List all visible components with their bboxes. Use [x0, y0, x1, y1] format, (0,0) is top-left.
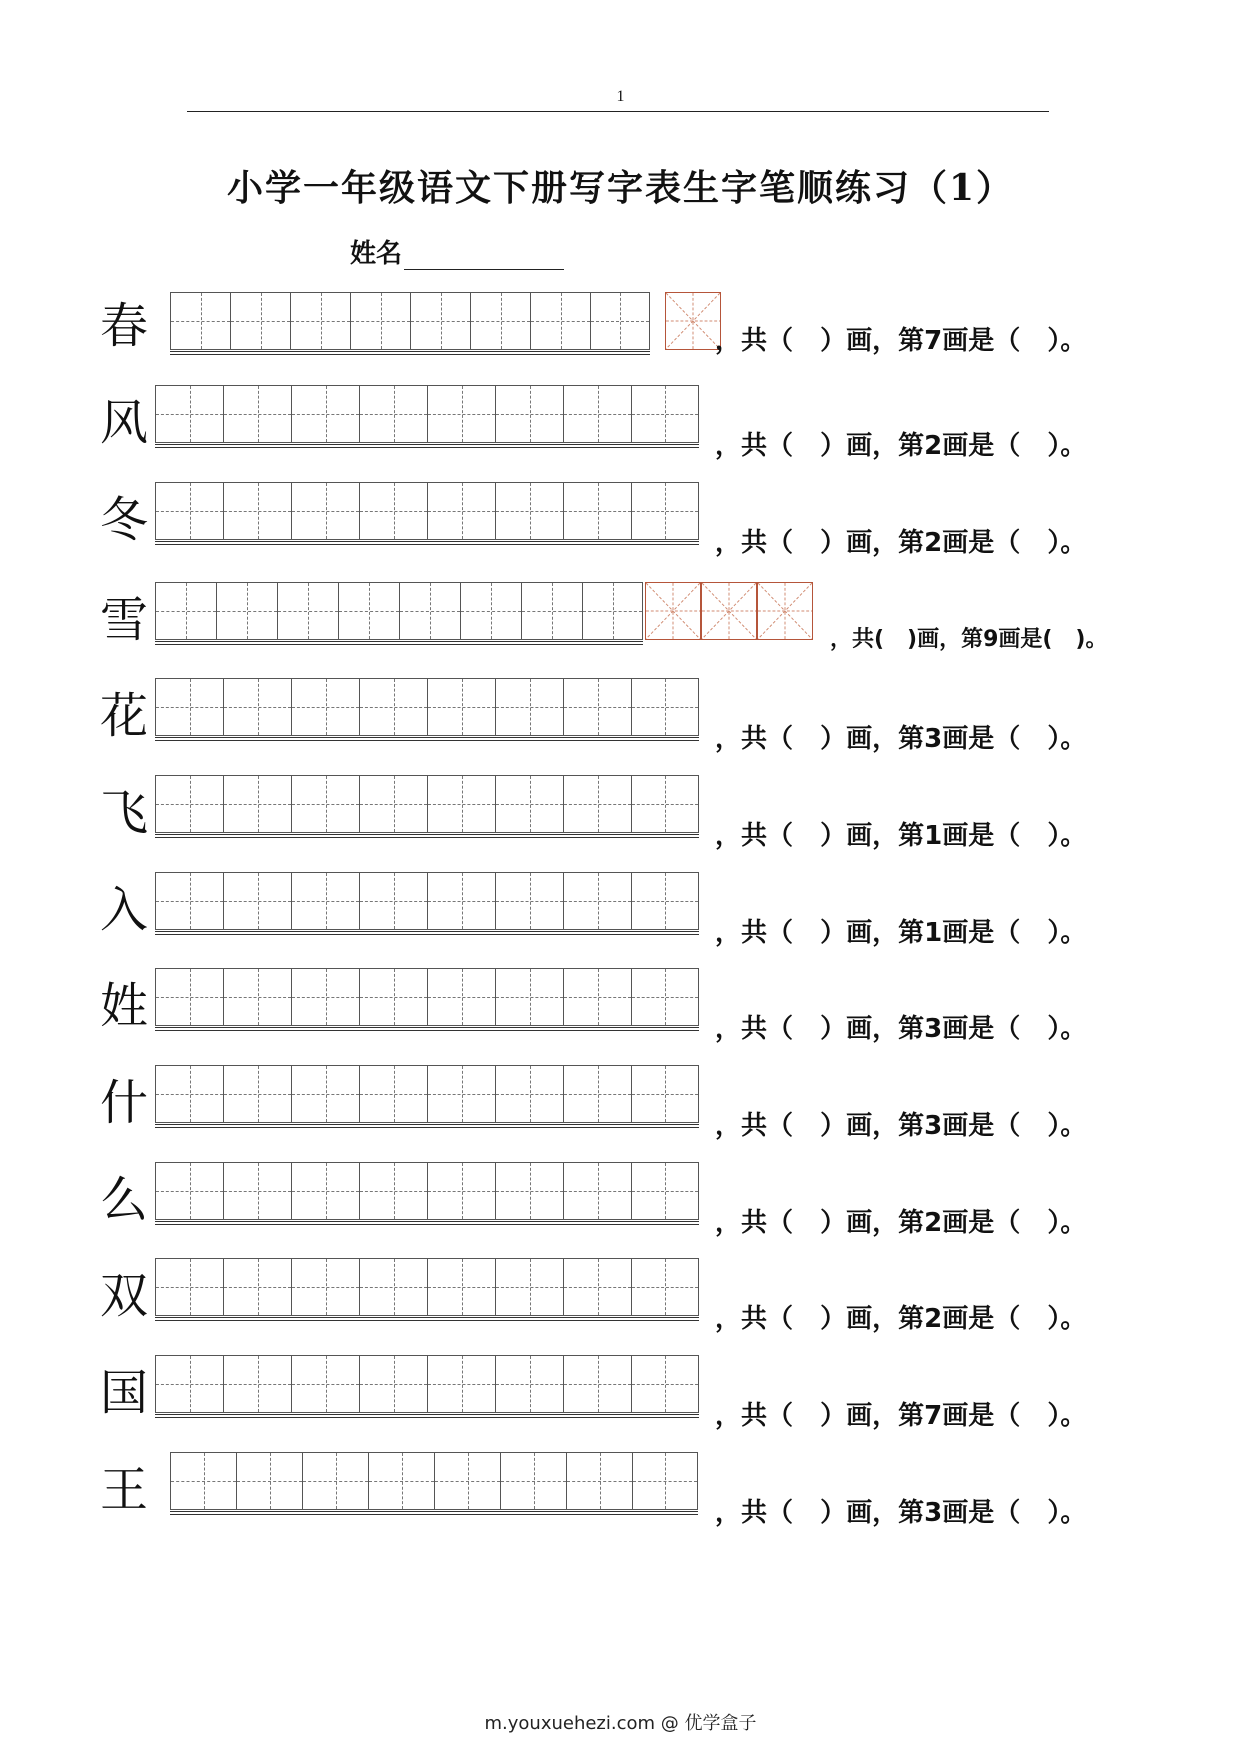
target-character: 飞	[100, 785, 149, 841]
stroke-question: ，共（ ）画，第3画是（ ）。	[715, 724, 1087, 754]
practice-row	[0, 1065, 1241, 1145]
writing-grid[interactable]	[170, 1452, 698, 1515]
stroke-question: ，共（ ）画，第2画是（ ）。	[715, 528, 1087, 558]
stroke-question: ，共（ ）画，第2画是（ ）。	[715, 431, 1087, 461]
writing-grid[interactable]	[155, 678, 699, 741]
stroke-question: ，共（ ）画，第2画是（ ）。	[715, 1304, 1087, 1334]
stroke-question: ，共（ ）画，第7画是（ ）。	[715, 326, 1087, 356]
writing-grid[interactable]	[155, 582, 643, 645]
stroke-question: ，共（ ）画，第3画是（ ）。	[715, 1498, 1087, 1528]
writing-grid[interactable]	[155, 1258, 699, 1321]
target-character: 什	[100, 1075, 149, 1131]
header-rule	[187, 111, 1049, 112]
practice-row	[0, 678, 1241, 758]
stroke-question: ，共（ ）画，第2画是（ ）。	[715, 1208, 1087, 1238]
writing-grid[interactable]	[155, 872, 699, 935]
writing-grid[interactable]	[155, 968, 699, 1031]
target-character: 双	[100, 1268, 149, 1324]
target-character: 雪	[100, 592, 149, 648]
name-blank[interactable]	[404, 241, 564, 270]
page-title: 小学一年级语文下册写字表生字笔顺练习（1）	[226, 167, 1015, 209]
stroke-question: ，共（ ）画，第3画是（ ）。	[715, 1111, 1087, 1141]
stroke-order-box	[645, 582, 813, 640]
practice-row	[0, 1452, 1241, 1532]
target-character: 风	[100, 395, 149, 451]
writing-grid[interactable]	[155, 1355, 699, 1418]
target-character: 春	[100, 298, 149, 354]
stroke-question: ，共（ ）画，第3画是（ ）。	[715, 1014, 1087, 1044]
practice-row	[0, 288, 1241, 368]
target-character: 么	[100, 1172, 149, 1228]
target-character: 国	[100, 1365, 149, 1421]
stroke-question: ，共（ ）画，第7画是（ ）。	[715, 1401, 1087, 1431]
target-character: 姓	[100, 978, 149, 1034]
practice-row	[0, 385, 1241, 465]
target-character: 冬	[100, 492, 149, 548]
target-character: 入	[100, 882, 149, 938]
writing-grid[interactable]	[155, 482, 699, 545]
practice-row	[0, 1162, 1241, 1242]
target-character: 花	[100, 688, 149, 744]
writing-grid[interactable]	[155, 1065, 699, 1128]
writing-grid[interactable]	[155, 775, 699, 838]
practice-row	[0, 1258, 1241, 1338]
writing-grid[interactable]	[170, 292, 650, 355]
practice-row	[0, 775, 1241, 855]
target-character: 王	[100, 1462, 149, 1518]
stroke-question: ，共（ ）画，第1画是（ ）。	[715, 918, 1087, 948]
practice-row	[0, 1355, 1241, 1435]
practice-row	[0, 968, 1241, 1048]
name-label: 姓名	[350, 239, 403, 269]
practice-row	[0, 872, 1241, 952]
practice-row	[0, 482, 1241, 562]
practice-row	[0, 582, 1241, 662]
writing-grid[interactable]	[155, 1162, 699, 1225]
stroke-question: ，共（ ）画，第1画是（ ）。	[715, 821, 1087, 851]
name-field	[350, 233, 564, 270]
page-number: 1	[616, 88, 625, 105]
stroke-question: ，共( )画，第9画是( )。	[830, 627, 1108, 652]
footer-source: m.youxuehezi.com @ 优学盒子	[484, 1713, 757, 1734]
stroke-order-box	[665, 292, 721, 350]
writing-grid[interactable]	[155, 385, 699, 448]
